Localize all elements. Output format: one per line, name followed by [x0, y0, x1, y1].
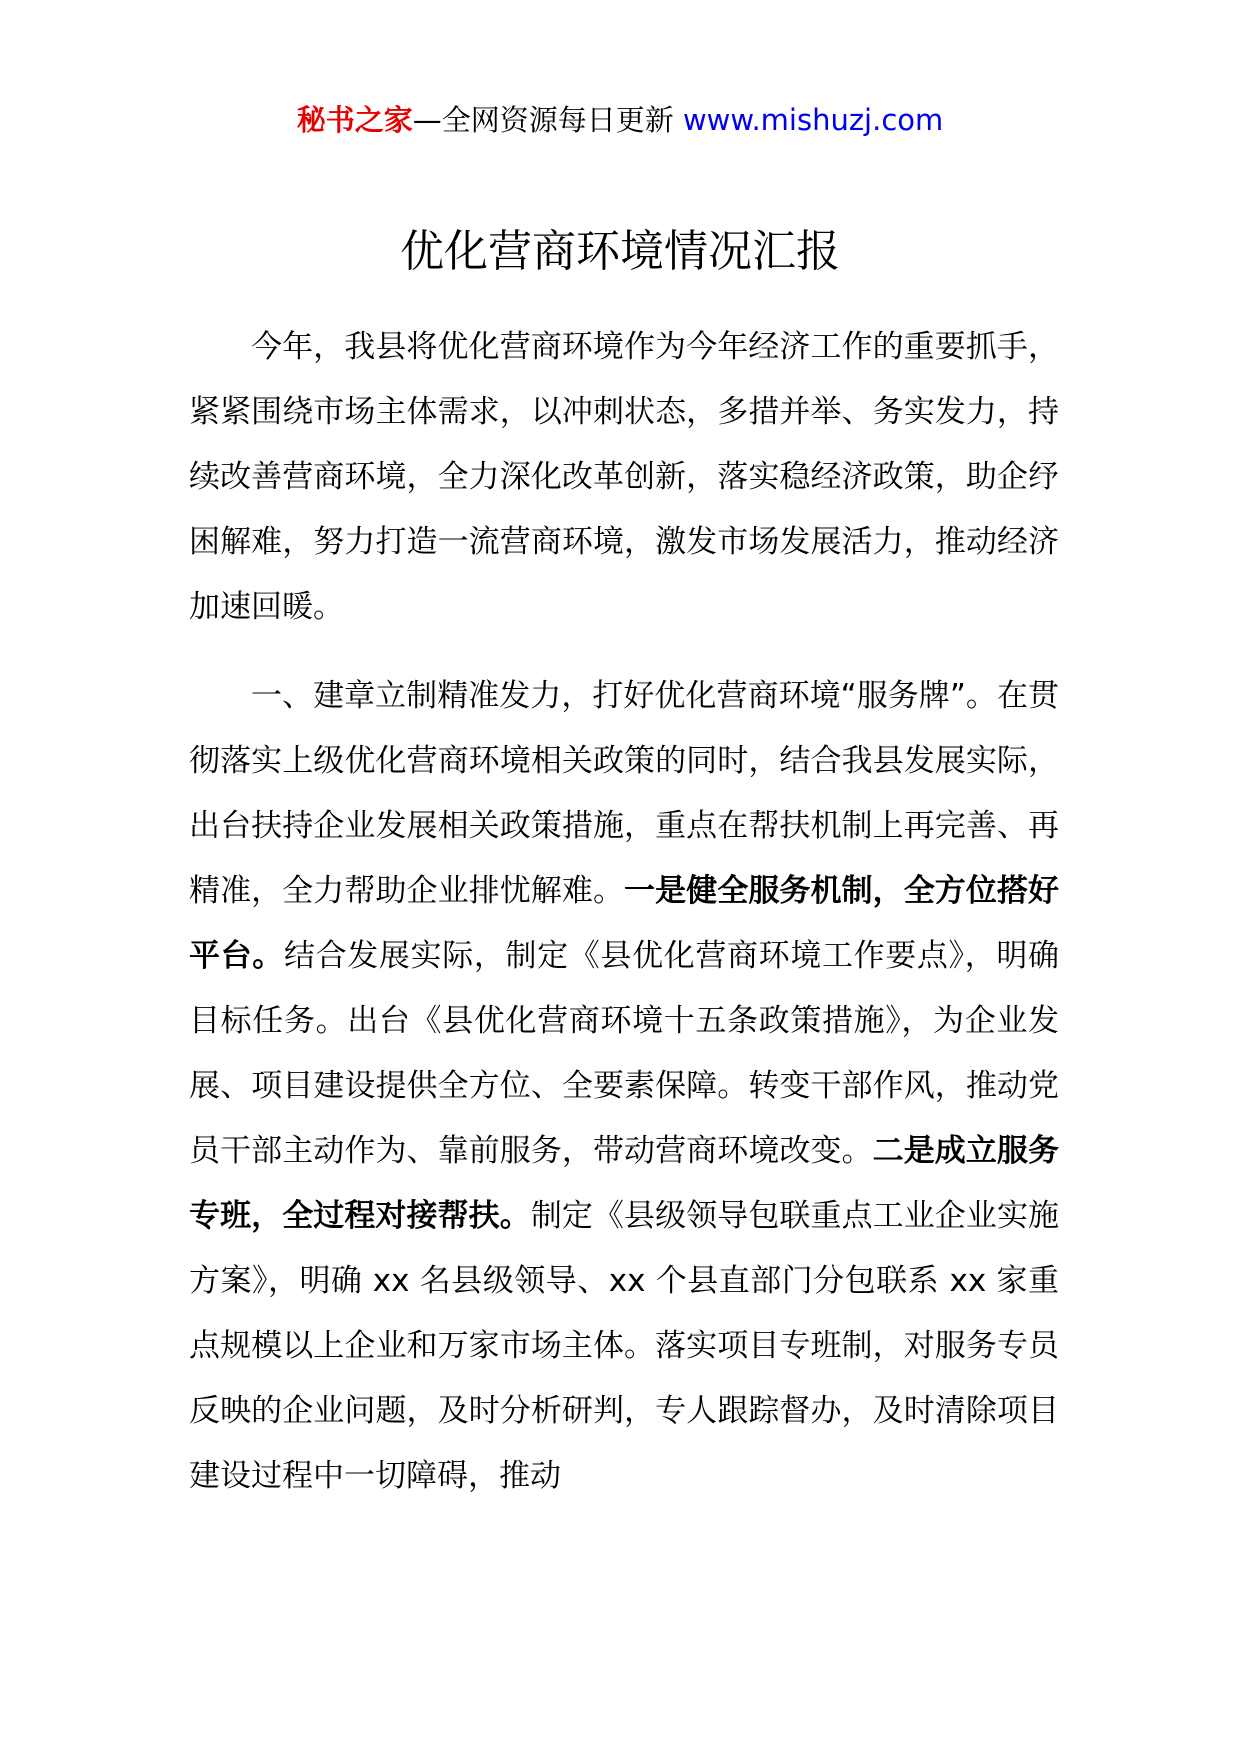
- brand-name: 秘书之家: [296, 103, 413, 137]
- point-2-text: 制定《县级领导包联重点工业企业实施方案》，明确 xx 名县级领导、xx 个县直部门分包联系 xx 家重点规模以上企业和万家市场主体。落实项目专班制，对服务专员反映的企业问题，及时分析研判，专人跟踪督办，及时清除项目建设过程中一切障碍，推动: [189, 1198, 1060, 1494]
- section-1-paragraph: [189, 664, 1059, 1509]
- point-1-title: 一是健全服务机制，全方位搭好平台。: [189, 873, 1060, 974]
- site-url-link[interactable]: www.mishuzj.com: [682, 103, 944, 137]
- document-title: 优化营商环境情况汇报: [400, 226, 840, 277]
- point-1-text: 结合发展实际，制定《县优化营商环境工作要点》，明确目标任务。出台《县优化营商环境十五条政策措施》，为企业发展、项目建设提供全方位、全要素保障。转变干部作风，推动党员干部主动作为、靠前服务，带动营商环境改变。: [189, 938, 1060, 1169]
- header-tagline: —全网资源每日更新: [412, 103, 683, 137]
- site-header: [0, 100, 1240, 140]
- section-1-heading: 一、建章立制精准发力，打好优化营商环境“服务牌”。: [251, 678, 997, 714]
- intro-paragraph: 今年，我县将优化营商环境作为今年经济工作的重要抓手，紧紧围绕市场主体需求，以冲刺状态，多措并举、务实发力，持续改善营商环境，全力深化改革创新，落实稳经济政策，助企纾困解难，努力打造一流营商环境，激发市场发展活力，推动经济加速回暖。: [189, 329, 1059, 625]
- document-body: [189, 315, 1059, 1509]
- point-2-title: 二是成立服务专班，全过程对接帮扶。: [189, 1133, 1060, 1234]
- section-1-text: 在贯彻落实上级优化营商环境相关政策的同时，结合我县发展实际，出台扶持企业发展相关政策措施，重点在帮扶机制上再完善、再精准，全力帮助企业排忧解难。: [189, 678, 1060, 909]
